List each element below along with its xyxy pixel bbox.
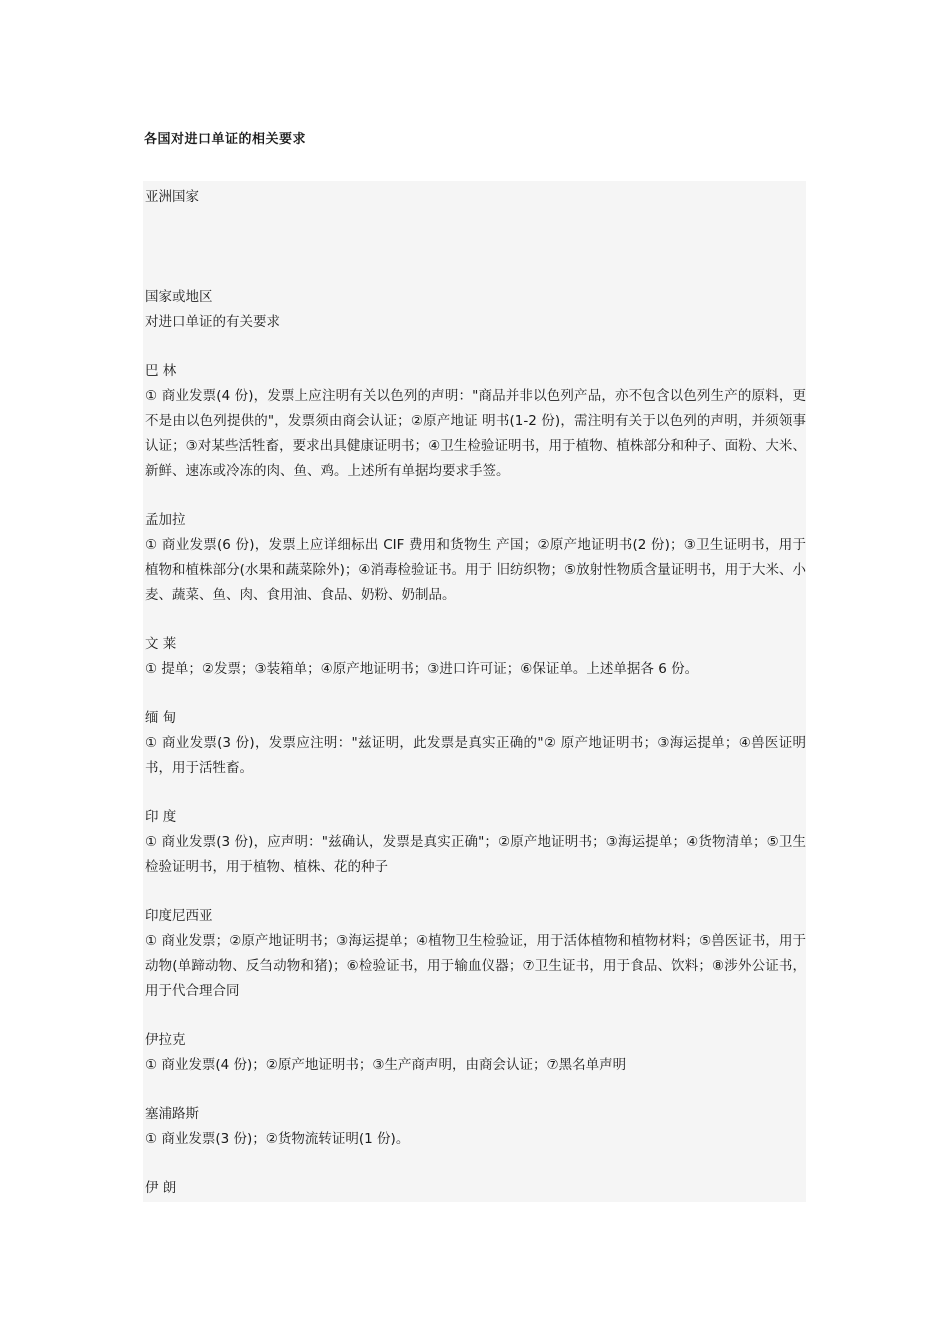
- country-entry: [145, 508, 806, 608]
- column-header-requirements: 对进口单证的有关要求: [145, 314, 280, 330]
- country-requirements: ① 商业发票(6 份)，发票上应详细标出 CIF 费用和货物生 产国；②原产地证明书(2 份)；③卫生证明书，用于植物和植株部分(水果和蔬菜除外)；④消毒检验证书。用于 旧纺织物；⑤放射性物质含量证明书，用于大米、小麦、蔬菜、鱼、肉、食用油、食品、奶粉、奶制品。: [145, 537, 806, 603]
- country-requirements: ① 商业发票(4 份)；②原产地证明书；③生产商声明，由商会认证；⑦黑名单声明: [145, 1057, 627, 1073]
- country-requirements: ① 商业发票(3 份)，应声明："兹确认，发票是真实正确"；②原产地证明书；③海运提单；④货物清单；⑤卫生检验证明书，用于植物、植株、花的种子: [145, 834, 806, 875]
- country-entry: [145, 805, 806, 880]
- country-name: 缅 甸: [145, 710, 177, 726]
- country-requirements: ① 提单；②发票；③装箱单；④原产地证明书；③进口许可证；⑥保证单。上述单据各 6 份。: [145, 661, 699, 677]
- country-requirements: ① 商业发票；②原产地证明书；③海运提单；④植物卫生检验证，用于活体植物和植物材料；⑤兽医证书，用于动物(单蹄动物、反刍动物和猪)；⑥检验证书，用于输血仪器；⑦卫生证书，用于食品、饮料；⑧涉外公证书，用于代合理合同: [145, 933, 806, 999]
- country-name: 孟加拉: [145, 512, 186, 528]
- country-name: 伊拉克: [145, 1032, 186, 1048]
- document-title: 各国对进口单证的相关要求: [144, 132, 307, 147]
- section-title: 亚洲国家: [145, 189, 199, 205]
- content-panel: [143, 181, 806, 1202]
- column-header-region: 国家或地区: [145, 289, 213, 305]
- country-name: 巴 林: [145, 363, 177, 379]
- country-entry: [145, 1028, 806, 1078]
- country-name: 塞浦路斯: [145, 1106, 199, 1122]
- country-entry: [145, 904, 806, 1004]
- country-requirements: ① 商业发票(3 份)；②货物流转证明(1 份)。: [145, 1131, 410, 1147]
- country-name: 文 莱: [145, 636, 177, 652]
- country-name: 印度尼西亚: [145, 908, 213, 924]
- country-requirements: ① 商业发票(4 份)，发票上应注明有关以色列的声明："商品并非以色列产品，亦不包含以色列生产的原料，更 不是由以色列提供的"，发票须由商会认证；②原产地证 明书(1-2 份)，需注明有关于以色列的声明，并须领事 认证；③对某些活牲畜，要求出具健康证明书；④卫生检验证明书，用于植物、植株部分和种子、面粉、大米、新鲜、速冻或冷冻的肉、鱼、鸡。上述所有单据均要求手签。: [145, 388, 806, 479]
- country-entry: [145, 706, 806, 781]
- country-name: 伊 朗: [145, 1180, 177, 1196]
- country-entry: [145, 1176, 806, 1201]
- country-requirements: ① 商业发票(3 份)，发票应注明："兹证明，此发票是真实正确的"② 原产地证明书；③海运提单；④兽医证明书，用于活牲畜。: [145, 735, 806, 776]
- country-entry: [145, 632, 806, 682]
- country-name: 印 度: [145, 809, 177, 825]
- country-entry: [145, 359, 806, 484]
- country-entry: [145, 1102, 806, 1152]
